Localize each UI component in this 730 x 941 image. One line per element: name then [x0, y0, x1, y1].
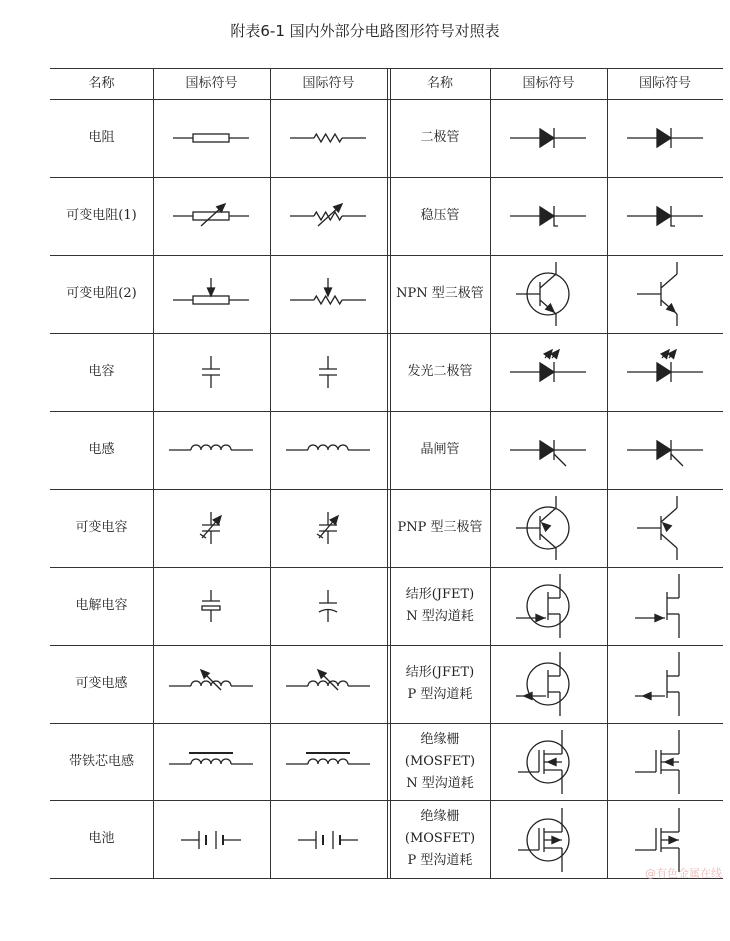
- component-name: 电感: [88, 442, 115, 457]
- zener-diode-icon: [627, 206, 703, 226]
- variable-inductor-icon: [286, 670, 370, 690]
- variable-capacitor-icon: [317, 512, 338, 544]
- p-channel-jfet-icon: [516, 652, 569, 716]
- component-name-line: 结形(JFET): [405, 665, 475, 680]
- component-name: 可变电感: [75, 676, 128, 691]
- component-name: 电容: [88, 364, 115, 379]
- inductor-icon: [286, 445, 370, 450]
- variable-resistor-icon: [173, 204, 249, 226]
- resistor-icon: [290, 134, 366, 142]
- potentiometer-icon: [290, 278, 366, 304]
- column-header: 国标符号: [522, 75, 575, 91]
- column-header: 名称: [88, 75, 115, 91]
- potentiometer-icon: [173, 278, 249, 304]
- column-header: 国际符号: [302, 75, 355, 91]
- component-name: 电池: [88, 831, 115, 846]
- column-header: 国标符号: [185, 75, 238, 91]
- table-title: 附表6-1 国内外部分电路图形符号对照表: [230, 22, 500, 40]
- zener-diode-icon: [510, 206, 586, 226]
- component-name: 可变电阻(2): [66, 286, 137, 301]
- iron-core-inductor-icon: [169, 753, 253, 764]
- component-name: 电阻: [88, 130, 115, 145]
- column-header: 国际符号: [638, 75, 691, 91]
- battery-icon: [181, 831, 241, 849]
- component-name-line: 发光二极管: [407, 364, 473, 379]
- n-channel-mosfet-icon: [518, 730, 569, 794]
- p-channel-mosfet-icon: [518, 808, 569, 872]
- component-name-line: N 型沟道耗: [406, 609, 474, 624]
- component-name-line: 结形(JFET): [405, 587, 475, 602]
- variable-capacitor-icon: [200, 512, 221, 544]
- component-name-line: N 型沟道耗: [406, 775, 474, 791]
- component-name: 可变电容: [75, 520, 128, 535]
- component-name-line: P 型沟道耗: [407, 687, 473, 702]
- iron-core-inductor-icon: [286, 753, 370, 764]
- pnp-transistor-icon: [637, 496, 677, 560]
- capacitor-icon: [202, 356, 220, 388]
- watermark: @有色金属在线: [645, 867, 722, 880]
- led-icon: [627, 350, 703, 382]
- led-icon: [510, 350, 586, 382]
- component-name: 带铁芯电感: [68, 753, 134, 769]
- component-name-line: 二极管: [420, 130, 460, 145]
- electrolytic-capacitor-icon: [202, 590, 220, 622]
- thyristor-icon: [627, 440, 703, 466]
- component-name-line: (MOSFET): [404, 831, 476, 846]
- capacitor-icon: [319, 356, 337, 388]
- component-name-line: 绝缘栅: [420, 809, 460, 824]
- pnp-transistor-icon: [516, 496, 569, 560]
- diode-icon: [627, 128, 703, 148]
- component-name-line: P 型沟道耗: [407, 853, 473, 868]
- inductor-icon: [169, 445, 253, 450]
- component-name-line: NPN 型三极管: [396, 286, 484, 301]
- p-channel-mosfet-icon: [635, 808, 679, 872]
- component-name-line: 晶闸管: [420, 442, 460, 457]
- component-name-line: (MOSFET): [404, 753, 476, 769]
- component-name-line: 稳压管: [420, 208, 460, 223]
- column-header: 名称: [426, 75, 453, 91]
- npn-transistor-icon: [516, 262, 569, 326]
- thyristor-icon: [510, 440, 586, 466]
- component-name: 电解电容: [75, 598, 128, 613]
- resistor-icon: [173, 134, 249, 142]
- battery-icon: [298, 831, 358, 849]
- variable-inductor-icon: [169, 670, 253, 690]
- electrolytic-capacitor-icon: [319, 590, 337, 622]
- variable-resistor-icon: [290, 204, 366, 226]
- diode-icon: [510, 128, 586, 148]
- npn-transistor-icon: [637, 262, 677, 326]
- n-channel-jfet-icon: [516, 574, 569, 638]
- n-channel-mosfet-icon: [635, 730, 679, 794]
- p-channel-jfet-icon: [635, 652, 679, 716]
- component-name-line: PNP 型三极管: [397, 520, 483, 535]
- component-name-line: 绝缘栅: [420, 731, 460, 747]
- component-name: 可变电阻(1): [66, 208, 137, 223]
- n-channel-jfet-icon: [635, 574, 679, 638]
